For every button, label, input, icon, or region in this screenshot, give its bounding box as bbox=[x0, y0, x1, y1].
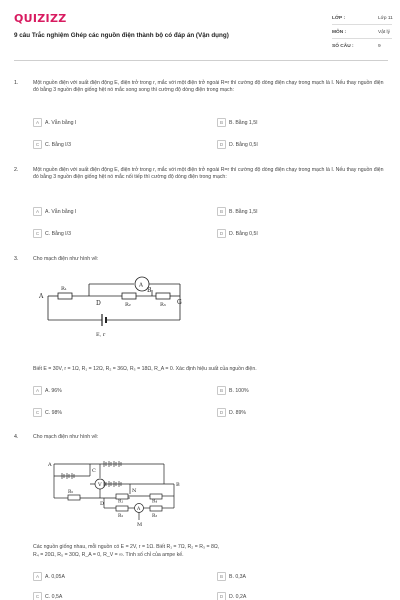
voltmeter-label: V bbox=[98, 482, 102, 488]
option-letter-box: A bbox=[33, 207, 42, 216]
option-text: A. 0,05A bbox=[45, 573, 65, 580]
resistor-label-r2: R₂ bbox=[118, 514, 124, 519]
node-label-a: A bbox=[39, 293, 44, 300]
resistor-label-r3: R₃ bbox=[160, 302, 166, 308]
option-text: A. Vẫn bằng I bbox=[45, 119, 77, 126]
resistor-label-r5: R₅ bbox=[68, 490, 74, 495]
option-text: D. 0,2A bbox=[229, 593, 247, 600]
question-number: 3. bbox=[14, 256, 19, 262]
question-3 bbox=[14, 256, 386, 426]
circuit-diagram-2 bbox=[34, 454, 194, 538]
resistor-label-r4: R₄ bbox=[152, 499, 158, 505]
option-letter-box: D bbox=[217, 408, 226, 417]
option-letter-box: B bbox=[217, 207, 226, 216]
option-text: B. 100% bbox=[229, 387, 249, 394]
question-data-text-2: R₄ = 20Ω, R₅ = 30Ω, R_A = 0, R_V = ∞. Tính số chỉ của ampe kế. bbox=[33, 552, 184, 558]
option-letter-box: C bbox=[33, 592, 42, 600]
question-text: Một nguồn điện với suất điện động E, điện trở trong r, mắc với một điện trở ngoài R=r thì cường độ dòng điện chạy trong mạch là I. Nếu thay nguồn điện đó bằng 3 nguồn điện giống hệt nó mắc nối tiếp thì cường độ dòng điện trong mạch: bbox=[33, 167, 384, 181]
option-letter-box: B bbox=[217, 386, 226, 395]
node-label-a: A bbox=[48, 462, 52, 468]
meta-count-key: SỐ CÂU : bbox=[332, 44, 354, 49]
page-header bbox=[14, 12, 393, 58]
option-letter-box: C bbox=[33, 140, 42, 149]
option-letter-box: C bbox=[33, 408, 42, 417]
option-letter-box: B bbox=[217, 572, 226, 581]
option-text: A. Vẫn bằng I bbox=[45, 208, 77, 215]
question-data-text: Các nguồn giống nhau, mỗi nguồn có E = 2V, r = 1Ω. Biết R₁ = 7Ω, R₂ = R₃ = 8Ω, bbox=[33, 544, 220, 550]
resistor-label-r1: R₁ bbox=[118, 499, 124, 505]
document-title: 9 câu Trắc nghiệm Ghép các nguồn điện thành bộ có đáp án (Vận dụng) bbox=[14, 32, 229, 39]
question-number: 1. bbox=[14, 80, 19, 86]
node-label-b: B bbox=[147, 287, 152, 294]
option-text: D. Bằng 0,5I bbox=[229, 141, 258, 148]
option-letter-box: A bbox=[33, 386, 42, 395]
ammeter-label: A bbox=[139, 282, 143, 289]
meta-count-value: 9 bbox=[378, 44, 381, 49]
option-letter-box: B bbox=[217, 118, 226, 127]
option-text: B. Bằng 1,5I bbox=[229, 119, 258, 126]
option-text: D. 89% bbox=[229, 409, 247, 416]
option-letter-box: D bbox=[217, 229, 226, 238]
resistor-label-r1: R₁ bbox=[61, 286, 67, 292]
option-text: C. 98% bbox=[45, 409, 63, 416]
question-text: Một nguồn điện với suất điện động E, điện trở trong r, mắc với một điện trở ngoài R=r thì cường độ dòng điện chạy trong mạch là I. Nếu thay nguồn điện đó bằng 3 nguồn điện giống hệt nó mắc song song thì cường độ dòng điện trong mạch: bbox=[33, 80, 384, 94]
option-text: C. Bằng I/3 bbox=[45, 141, 71, 148]
meta-subject-value: Vật lý bbox=[378, 30, 390, 35]
question-1 bbox=[14, 80, 386, 160]
question-text: Cho mạch điện như hình vẽ: bbox=[33, 256, 99, 262]
node-label-c: C bbox=[92, 468, 96, 474]
node-label-d: D bbox=[96, 300, 101, 307]
question-text: Cho mạch điện như hình vẽ: bbox=[33, 434, 99, 440]
question-4 bbox=[14, 434, 386, 600]
quizizz-logo: QUIZIZZ bbox=[14, 12, 67, 25]
circuit-svg bbox=[34, 454, 194, 538]
resistor-label-r2: R₂ bbox=[125, 302, 131, 308]
option-text: C. Bằng I/3 bbox=[45, 230, 71, 237]
question-number: 2. bbox=[14, 167, 19, 173]
question-number: 4. bbox=[14, 434, 19, 440]
node-label-m: M bbox=[137, 522, 143, 528]
option-letter-box: A bbox=[33, 572, 42, 581]
node-label-b: B bbox=[176, 482, 180, 488]
option-text: A. 96% bbox=[45, 387, 62, 394]
meta-divider bbox=[332, 24, 392, 25]
header-divider bbox=[14, 60, 388, 61]
meta-subject-key: MÔN : bbox=[332, 30, 347, 35]
circuit-diagram-1 bbox=[34, 268, 194, 364]
option-text: B. 0,3A bbox=[229, 573, 247, 580]
option-letter-box: C bbox=[33, 229, 42, 238]
resistor-label-r3: R₃ bbox=[152, 514, 158, 519]
circuit-svg bbox=[34, 268, 194, 364]
node-label-g: G bbox=[177, 299, 182, 306]
option-text: C. 0,5A bbox=[45, 593, 63, 600]
question-2 bbox=[14, 167, 386, 247]
source-label: E, r bbox=[96, 332, 106, 338]
node-label-d: D bbox=[100, 501, 105, 507]
question-data-text: Biết E = 30V, r = 1Ω, R₁ = 12Ω, R₂ = 36Ω, R₃ = 18Ω, R_A = 0. Xác định hiệu suất của nguồn điện. bbox=[33, 366, 257, 372]
meta-divider bbox=[332, 38, 392, 39]
meta-class-key: LỚP : bbox=[332, 16, 346, 21]
option-letter-box: D bbox=[217, 140, 226, 149]
option-text: B. Bằng 1,5I bbox=[229, 208, 258, 215]
option-letter-box: D bbox=[217, 592, 226, 600]
option-text: D. Bằng 0,5I bbox=[229, 230, 258, 237]
node-label-n: N bbox=[132, 488, 137, 494]
meta-class-value: Lớp 11 bbox=[378, 16, 393, 21]
option-letter-box: A bbox=[33, 118, 42, 127]
ammeter-label: A bbox=[137, 507, 141, 512]
